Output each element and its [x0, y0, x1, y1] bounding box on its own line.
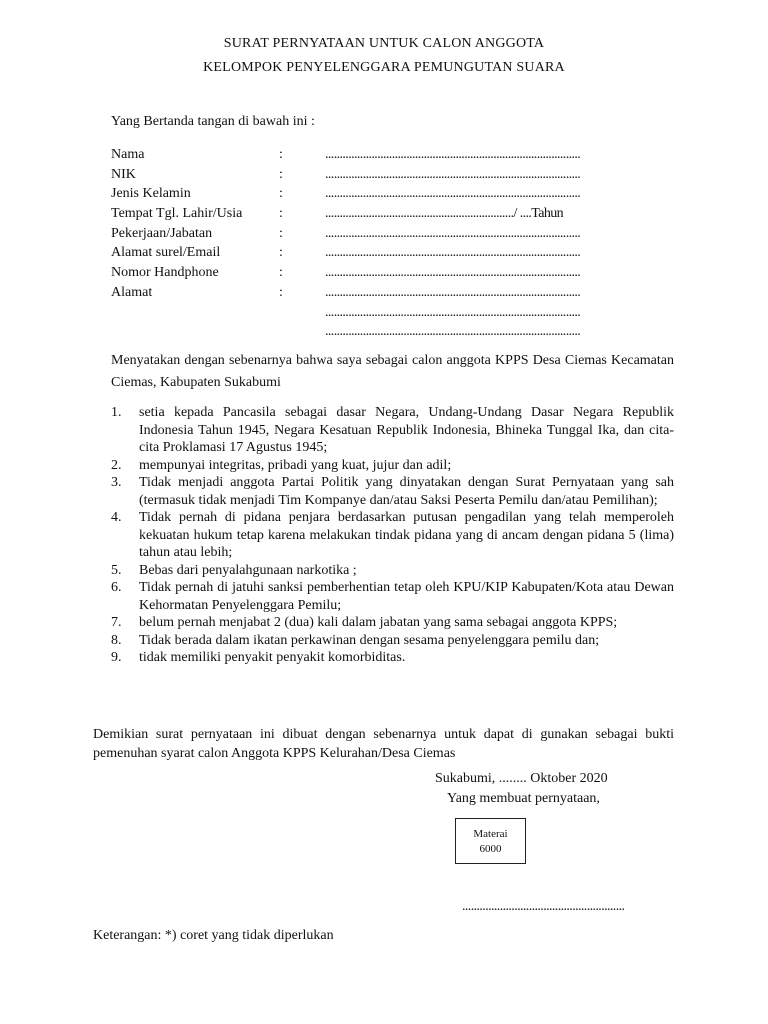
field-label: Alamat surel/Email: [111, 245, 221, 261]
field-blank: ................................................................./ ....Tahun: [325, 206, 564, 222]
field-email: [111, 243, 671, 263]
field-tempat-tgl-lahir: [111, 204, 671, 224]
list-item-number: 7.: [111, 615, 122, 630]
field-label: NIK: [111, 166, 136, 182]
declaration-list: [111, 404, 674, 667]
statement-paragraph: Menyatakan dengan sebenarnya bahwa saya sebagai calon anggota KPPS Desa Ciemas Kecamatan Ciemas, Kabupaten Sukabumi: [111, 353, 674, 390]
list-item-text: Tidak pernah di jatuhi sanksi pemberhentian tetap oleh KPU/KIP Kabupaten/Kota atau Dewan Kehormatan Penyelenggara Pemilu;: [139, 580, 674, 613]
list-item-number: 5.: [111, 562, 122, 578]
signature-line: ........................................................: [462, 899, 625, 914]
list-item: [111, 509, 674, 562]
field-colon: :: [279, 245, 283, 261]
intro-text: Yang Bertanda tangan di bawah ini :: [111, 114, 315, 129]
field-blank: ........................................................................................: [325, 225, 581, 241]
stamp-label: Materai: [473, 828, 508, 840]
list-item-number: 2.: [111, 457, 122, 473]
field-colon: :: [279, 225, 283, 241]
field-blank: ........................................................................................: [325, 324, 581, 340]
field-blank: ........................................................................................: [325, 147, 581, 162]
list-item-number: 6.: [111, 580, 122, 595]
list-item: [111, 632, 674, 650]
stamp-value: 6000: [479, 843, 502, 855]
list-item: [111, 579, 674, 614]
field-label: Nama: [111, 147, 145, 162]
identity-fields: [111, 145, 671, 342]
field-alamat: [111, 283, 671, 303]
field-label: Tempat Tgl. Lahir/Usia: [111, 206, 243, 222]
list-item: [111, 474, 674, 509]
field-label: Nomor Handphone: [111, 265, 219, 281]
document-title-line2: KELOMPOK PENYELENGGARA PEMUNGUTAN SUARA: [203, 60, 565, 75]
list-item-text: mempunyai integritas, pribadi yang kuat, jujur dan adil;: [139, 457, 452, 473]
list-item-text: tidak memiliki penyakit penyakit komorbiditas.: [139, 650, 406, 665]
field-jenis-kelamin: [111, 184, 671, 204]
list-item-text: Tidak pernah di pidana penjara berdasarkan putusan pengadilan yang telah memperoleh kekuatan hukum tetap karena melakukan tindak pidana yang di ancam dengan pidana 5 (lima) tahun atau lebih;: [139, 510, 674, 560]
field-nik: [111, 165, 671, 185]
list-item-number: 3.: [111, 475, 122, 490]
field-label: Pekerjaan/Jabatan: [111, 225, 213, 241]
closing-paragraph: Demikian surat pernyataan ini dibuat dengan sebenarnya untuk dapat di gunakan sebagai bukti pemenuhan syarat calon Anggota KPPS Kelurahan/Desa Ciemas: [93, 727, 674, 761]
list-item: [111, 562, 674, 580]
field-label: Jenis Kelamin: [111, 186, 191, 202]
field-colon: :: [279, 166, 283, 182]
field-blank: ........................................................................................: [325, 186, 581, 202]
list-item: [111, 614, 674, 632]
list-item-text: Tidak berada dalam ikatan perkawinan dengan sesama penyelenggara pemilu dan;: [139, 632, 600, 648]
footnote: Keterangan: *) coret yang tidak diperlukan: [93, 928, 334, 943]
list-item-number: 8.: [111, 632, 122, 648]
signatory-caption: Yang membuat pernyataan,: [447, 791, 600, 806]
list-item-text: belum pernah menjabat 2 (dua) kali dalam jabatan yang sama sebagai anggota KPPS;: [139, 615, 618, 630]
list-item-number: 9.: [111, 650, 122, 665]
field-colon: :: [279, 206, 283, 222]
field-blank: ........................................................................................: [325, 284, 581, 300]
field-colon: :: [279, 265, 283, 281]
list-item-text: Tidak menjadi anggota Partai Politik yang dinyatakan dengan Surat Pernyataan yang sah (termasuk tidak menjadi Tim Kompanye dan/atau Saksi Peserta Pemilu dan/atau Pemilihan);: [139, 475, 674, 508]
field-colon: :: [279, 147, 283, 162]
field-pekerjaan: [111, 224, 671, 244]
list-item-number: 4.: [111, 510, 122, 525]
field-colon: :: [279, 186, 283, 202]
materai-stamp-box: [455, 818, 526, 864]
field-blank: ........................................................................................: [325, 304, 581, 320]
field-alamat-line2: [111, 303, 671, 323]
list-item: [111, 457, 674, 475]
field-nama: [111, 145, 671, 165]
field-handphone: [111, 263, 671, 283]
list-item: [111, 649, 674, 667]
field-blank: ........................................................................................: [325, 245, 581, 261]
place-date: Sukabumi, ........ Oktober 2020: [435, 771, 608, 786]
field-blank: ........................................................................................: [325, 265, 581, 281]
list-item: [111, 404, 674, 457]
field-colon: :: [279, 284, 283, 300]
list-item-text: Bebas dari penyalahgunaan narkotika ;: [139, 562, 357, 578]
field-alamat-line3: [111, 322, 671, 342]
field-blank: ........................................................................................: [325, 166, 581, 182]
document-title-line1: SURAT PERNYATAAN UNTUK CALON ANGGOTA: [223, 36, 545, 51]
list-item-text: setia kepada Pancasila sebagai dasar Negara, Undang-Undang Dasar Negara Republik Indonesia Tahun 1945, Negara Kesatuan Republik Indonesia, Bhineka Tunggal Ika, dan cita-cita Proklamasi 17 Agustus 1945;: [139, 405, 674, 455]
field-label: Alamat: [111, 284, 153, 300]
list-item-number: 1.: [111, 405, 122, 420]
